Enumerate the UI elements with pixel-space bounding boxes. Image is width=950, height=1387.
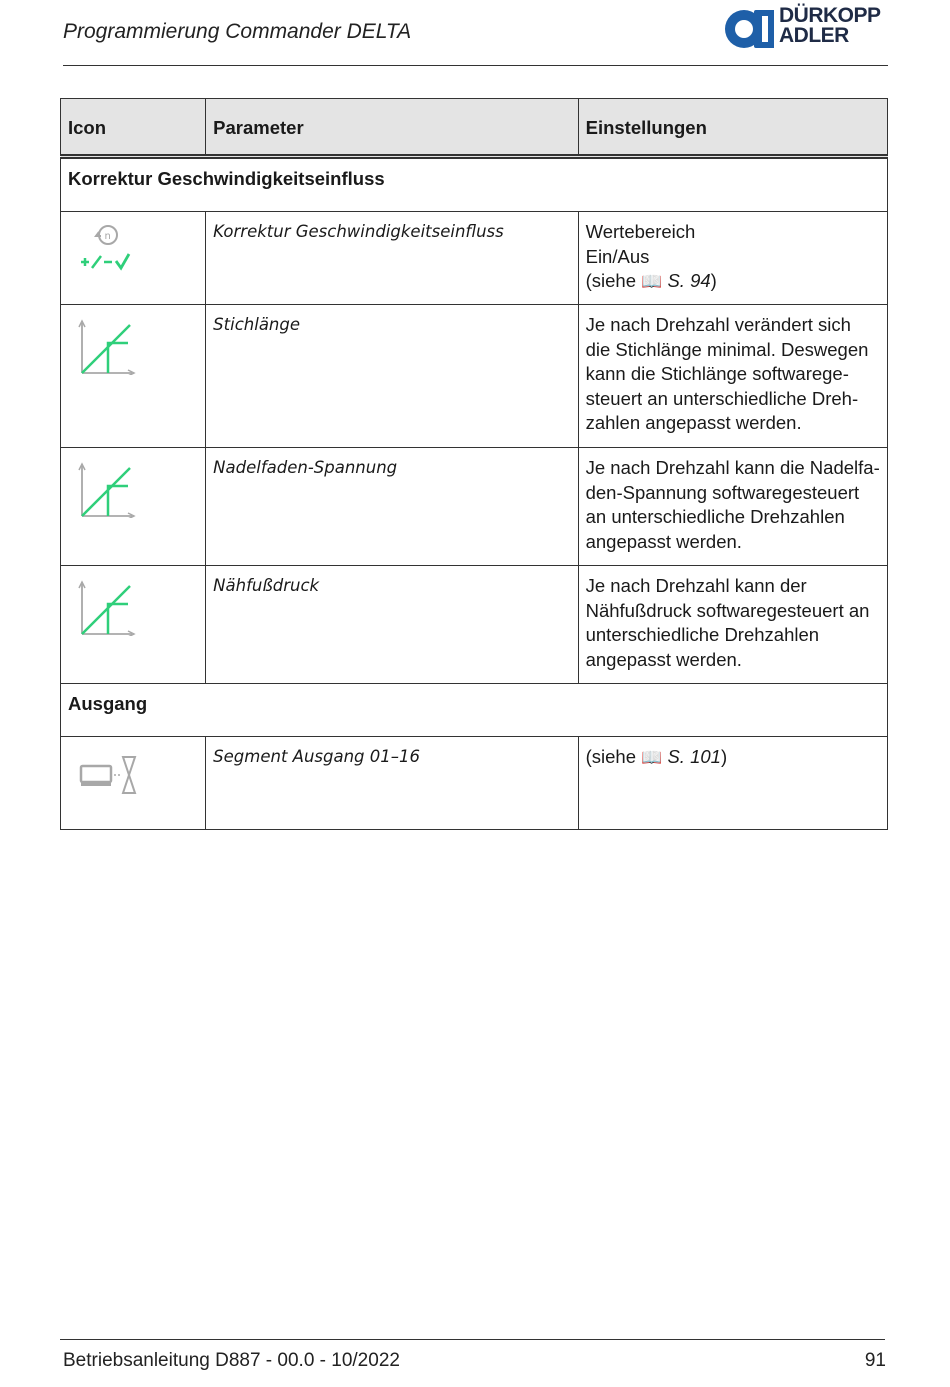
speed-curve-icon xyxy=(68,456,138,518)
icon-cell xyxy=(61,448,206,566)
icon-cell xyxy=(61,212,206,305)
table-row xyxy=(61,566,888,684)
logo-text xyxy=(779,6,881,46)
settings-cell xyxy=(578,212,887,305)
settings-line: Ein/Aus xyxy=(585,245,650,267)
parameter-name: Nadelfaden-Spannung xyxy=(206,448,578,566)
icon-cell xyxy=(61,737,206,830)
page-number: 91 xyxy=(864,1350,886,1371)
footer-document-id: Betriebsanleitung D887 - 00.0 - 10/2022 xyxy=(63,1350,400,1371)
header-icon: Icon xyxy=(61,99,206,157)
output-segment-icon xyxy=(68,745,138,805)
page-reference[interactable]: (siehe 📖 S. 94) xyxy=(585,270,717,291)
logo-mark-icon xyxy=(724,8,776,50)
table-row xyxy=(61,448,888,566)
reference-page-link[interactable]: S. 101 xyxy=(667,746,721,767)
icon-cell xyxy=(61,566,206,684)
header-settings: Einstellungen xyxy=(578,99,887,157)
table-row xyxy=(61,737,888,830)
footer-rule xyxy=(60,1339,885,1340)
durkopp-adler-logo xyxy=(724,6,894,50)
header-rule xyxy=(63,65,888,66)
section-row xyxy=(61,684,888,737)
parameter-name: Segment Ausgang 01–16 xyxy=(206,737,578,830)
page-reference[interactable]: (siehe 📖 S. 101) xyxy=(585,746,728,767)
header-parameter: Parameter xyxy=(206,99,578,157)
settings-cell xyxy=(578,737,887,830)
section-title: Korrektur Geschwindigkeitseinfluss xyxy=(61,157,888,212)
settings-cell: Je nach Drehzahl kann die Nadelfaden-Spannung softwaregesteuert an unterschiedliche Drehzahlen angepasst werden. xyxy=(578,448,887,566)
page-header-title: Programmierung Commander DELTA xyxy=(63,20,412,43)
settings-line: Wertebereich xyxy=(585,221,696,242)
svg-text:n: n xyxy=(104,231,111,242)
section-title: Ausgang xyxy=(61,684,888,737)
table-header-row xyxy=(61,99,888,157)
icon-cell xyxy=(61,305,206,448)
parameter-name: Stichlänge xyxy=(206,305,578,448)
parameter-name: Nähfußdruck xyxy=(206,566,578,684)
speed-correction-toggle-icon xyxy=(68,220,138,280)
book-icon: 📖 xyxy=(641,748,663,767)
settings-cell: Je nach Drehzahl kann der Nähfußdruck softwaregesteuert an unterschiedliche Drehzahlen angepasst werden. xyxy=(578,566,887,684)
logo-line-1: DÜRKOPP xyxy=(779,4,881,27)
parameter-table xyxy=(60,98,888,830)
settings-cell: Je nach Drehzahl verändert sich die Stichlänge minimal. Deswegen kann die Stichlänge softwaregesteuert an unterschiedliche Drehzahlen angepasst werden. xyxy=(578,305,887,448)
logo-line-2: ADLER xyxy=(779,24,849,47)
book-icon: 📖 xyxy=(641,272,663,291)
table-row xyxy=(61,305,888,448)
reference-page-link[interactable]: S. 94 xyxy=(667,270,711,291)
speed-curve-icon xyxy=(68,313,138,375)
table-row xyxy=(61,212,888,305)
section-row xyxy=(61,157,888,212)
parameter-name: Korrektur Geschwindigkeitseinfluss xyxy=(206,212,578,305)
speed-curve-icon xyxy=(68,574,138,636)
